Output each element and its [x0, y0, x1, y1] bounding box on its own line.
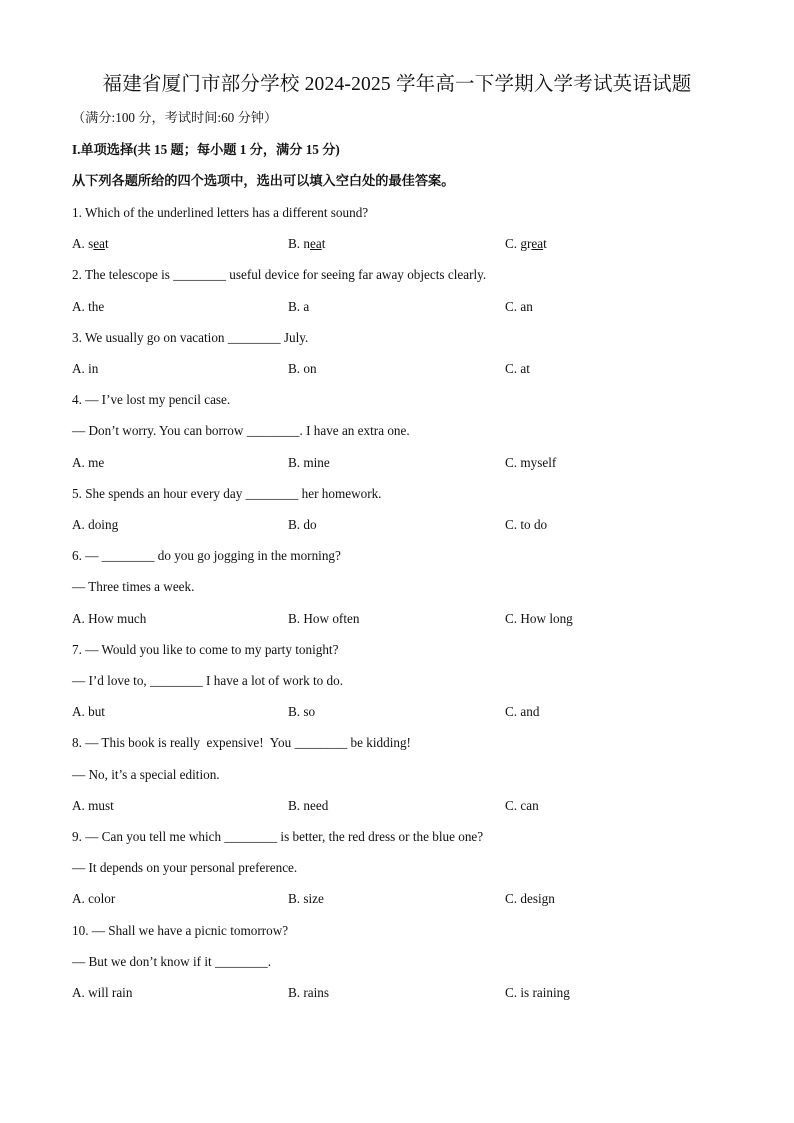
answer-option[interactable]: A. doing [72, 517, 119, 532]
answer-option[interactable]: A. the [72, 298, 105, 314]
underlined-letters: ea [309, 236, 322, 252]
option-text-part: s [88, 236, 94, 252]
question-stem: 2. The telescope is ________ useful device for seeing far away objects clearly. [72, 267, 487, 283]
question-dialogue-line: — Don’t worry. You can borrow ________. I have an extra one. [72, 423, 410, 439]
underlined-letters: ea [531, 236, 544, 252]
answer-option[interactable] [72, 235, 109, 253]
question-dialogue-line: — It depends on your personal preference. [72, 860, 298, 876]
option-text-part: t [543, 236, 547, 252]
answer-option[interactable]: C. to do [505, 517, 548, 532]
option-text-part: A. [72, 236, 89, 252]
answer-option[interactable]: B. on [288, 361, 317, 376]
answer-option[interactable]: B. do [288, 517, 317, 532]
underlined-letters: ea [93, 236, 105, 252]
answer-option[interactable]: A. How much [72, 610, 147, 626]
question-stem: 8. — This book is really expensive! You ________ be kidding! [72, 735, 411, 751]
page-title: 福建省厦门市部分学校 2024-2025 学年高一下学期入学考试英语试题 [102, 74, 692, 95]
answer-option[interactable]: A. will rain [72, 985, 133, 1000]
question-stem: 6. — ________ do you go jogging in the morning? [72, 548, 341, 564]
answer-option[interactable]: B. mine [288, 454, 330, 470]
option-text-part: B. [288, 236, 304, 252]
answer-option[interactable]: C. is raining [505, 985, 570, 1000]
option-text-part: t [104, 236, 109, 252]
answer-option[interactable]: B. so [288, 704, 316, 720]
answer-option[interactable]: A. in [72, 361, 99, 376]
answer-option[interactable]: C. myself [505, 454, 557, 470]
section-instruction: 从下列各题所给的四个选项中，选出可以填入空白处的最佳答案。 [72, 173, 455, 188]
question-dialogue-line: — No, it’s a special edition. [72, 766, 220, 782]
question-stem: 5. She spends an hour every day ________ her homework. [72, 485, 382, 501]
answer-option[interactable]: B. size [288, 891, 324, 907]
question-stem: 9. — Can you tell me which ________ is better, the red dress or the blue one? [72, 829, 484, 844]
answer-option[interactable]: C. can [505, 797, 539, 813]
question-stem: 10. — Shall we have a picnic tomorrow? [72, 922, 289, 938]
question-dialogue-line: — But we don’t know if it ________. [72, 953, 272, 969]
answer-option[interactable] [505, 235, 547, 253]
option-text-part: gr [520, 236, 532, 252]
answer-option[interactable]: C. at [505, 361, 530, 376]
question-stem: 1. Which of the underlined letters has a different sound? [72, 205, 369, 220]
question-dialogue-line: — Three times a week. [72, 579, 195, 595]
option-text-part: n [303, 236, 310, 252]
answer-option[interactable] [288, 235, 325, 253]
answer-option[interactable]: C. an [505, 298, 533, 314]
answer-option[interactable]: B. How often [288, 610, 360, 626]
question-stem: 7. — Would you like to come to my party tonight? [72, 641, 339, 657]
question-dialogue-line: — I’d love to, ________ I have a lot of work to do. [72, 673, 344, 688]
section-heading: I.单项选择(共 15 题；每小题 1 分，满分 15 分) [72, 142, 340, 157]
answer-option[interactable]: B. a [288, 298, 310, 314]
answer-option[interactable]: B. rains [288, 985, 330, 1000]
answer-option[interactable]: C. and [505, 704, 540, 720]
answer-option[interactable]: A. me [72, 454, 105, 470]
question-stem: 4. — I’ve lost my pencil case. [72, 392, 231, 408]
exam-info: （满分:100 分，考试时间:60 分钟） [72, 110, 278, 125]
option-text-part: C. [505, 236, 521, 252]
option-text-part: t [321, 236, 326, 252]
answer-option[interactable]: C. design [505, 891, 555, 907]
answer-option[interactable]: A. but [72, 704, 105, 720]
answer-option[interactable]: C. How long [505, 610, 573, 626]
question-stem: 3. We usually go on vacation ________ July. [72, 329, 309, 345]
answer-option[interactable]: B. need [288, 797, 329, 813]
answer-option[interactable]: A. color [72, 891, 116, 907]
answer-option[interactable]: A. must [72, 797, 114, 813]
